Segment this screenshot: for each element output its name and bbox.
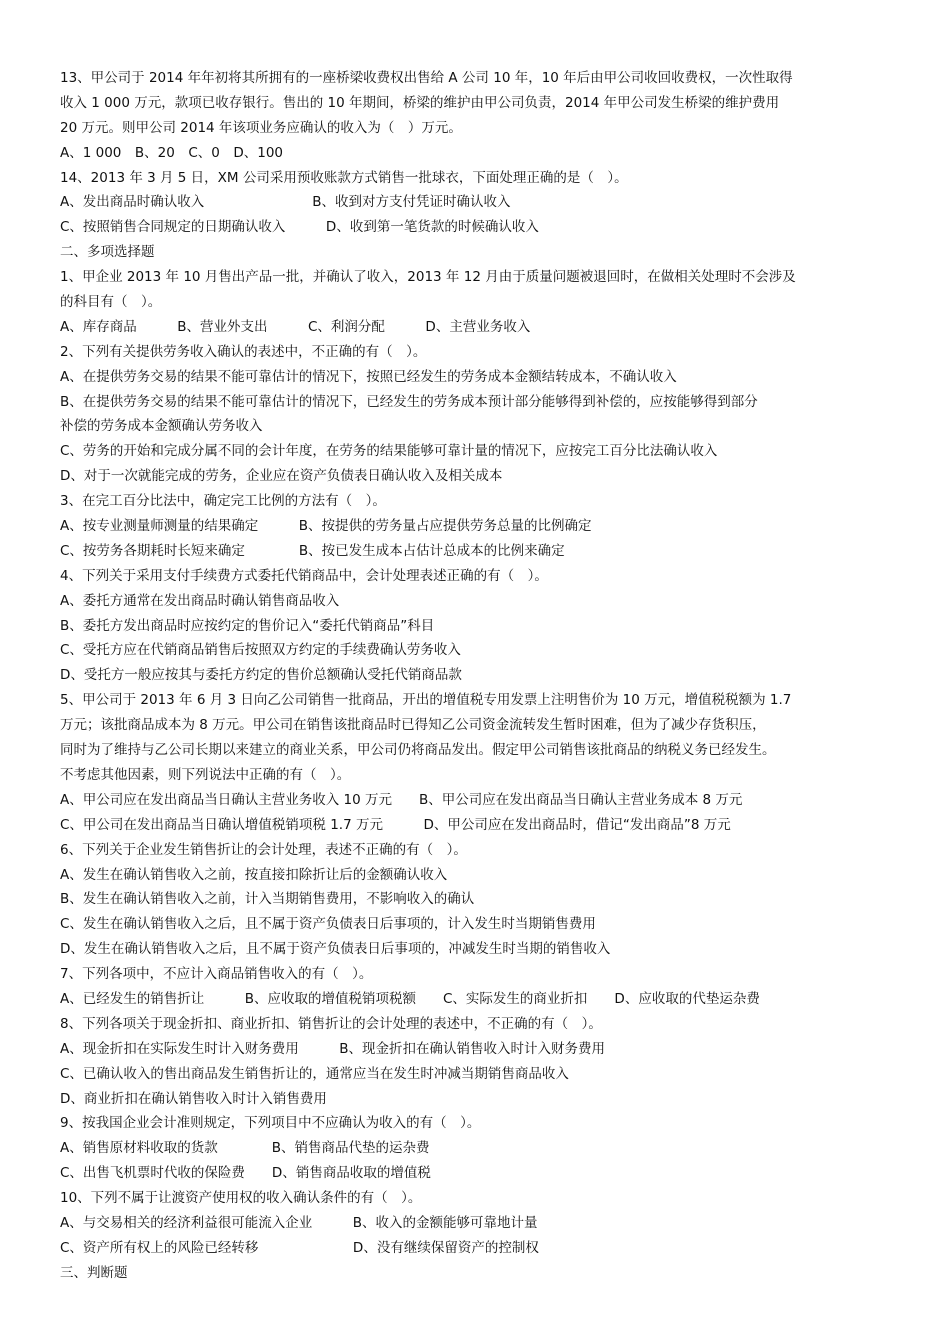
text-line: B、委托方发出商品时应按约定的售价记入“委托代销商品”科目	[60, 617, 435, 634]
text-line: 4、下列关于采用支付手续费方式委托代销商品中，会计处理表述正确的有（ ）。	[60, 567, 548, 584]
text-line: A、1 000 B、20 C、0 D、100	[60, 144, 284, 161]
text-line: C、发生在确认销售收入之后，且不属于资产负债表日后事项的，计入发生时当期销售费用	[60, 916, 596, 933]
text-line: 13、甲公司于 2014 年年初将其所拥有的一座桥梁收费权出售给 A 公司 10 年，10 年后由甲公司收回收费权，一次性取得	[60, 70, 793, 86]
text-line: 不考虑其他因素，则下列说法中正确的有（ ）。	[60, 766, 351, 783]
text-line: 7、下列各项中，不应计入商品销售收入的有（ ）。	[60, 966, 373, 983]
text-line: 2、下列有关提供劳务收入确认的表述中，不正确的有（ ）。	[60, 343, 427, 360]
text-line: 收入 1 000 万元，款项已收存银行。售出的 10 年期间，桥梁的维护由甲公司负责，2014 年甲公司发生桥梁的维护费用	[60, 94, 780, 111]
text-line: C、按劳务各期耗时长短来确定 B、按已发生成本占估计总成本的比例来确定	[60, 542, 565, 559]
text-line: 20 万元。则甲公司 2014 年该项业务应确认的收入为（ ）万元。	[60, 119, 462, 136]
text-line: B、在提供劳务交易的结果不能可靠估计的情况下，已经发生的劳务成本预计部分能够得到补偿的，应按能够得到部分	[60, 393, 758, 410]
text-line: A、与交易相关的经济利益很可能流入企业 B、收入的金额能够可靠地计量	[60, 1214, 538, 1231]
text-line: 二、多项选择题	[60, 244, 155, 261]
text-line: A、销售原材料收取的货款 B、销售商品代垫的运杂费	[60, 1140, 430, 1157]
text-line: A、发生在确认销售收入之前，按直接扣除折让后的金额确认收入	[60, 866, 448, 883]
text-line: C、劳务的开始和完成分属不同的会计年度，在劳务的结果能够可靠计量的情况下，应按完工百分比法确认收入	[60, 443, 718, 460]
text-line: 6、下列关于企业发生销售折让的会计处理，表述不正确的有（ ）。	[60, 841, 467, 858]
text-line: A、在提供劳务交易的结果不能可靠估计的情况下，按照已经发生的劳务成本金额结转成本，不确认收入	[60, 368, 677, 385]
text-line: 的科目有（ ）。	[60, 294, 162, 311]
document-page	[60, 66, 900, 1286]
text-line: D、商业折扣在确认销售收入时计入销售费用	[60, 1090, 327, 1107]
text-line: D、对于一次就能完成的劳务，企业应在资产负债表日确认收入及相关成本	[60, 468, 503, 485]
text-line: 5、甲公司于 2013 年 6 月 3 日向乙公司销售一批商品，开出的增值税专用发票上注明售价为 10 万元，增值税税额为 1.7	[60, 692, 792, 709]
text-line: 补偿的劳务成本金额确认劳务收入	[60, 418, 263, 435]
text-line: 同时为了维持与乙公司长期以来建立的商业关系，甲公司仍将商品发出。假定甲公司销售该批商品的纳税义务已经发生。	[60, 742, 776, 759]
text-line: C、资产所有权上的风险已经转移 D、没有继续保留资产的控制权	[60, 1239, 539, 1256]
text-line: C、按照销售合同规定的日期确认收入 D、收到第一笔货款的时候确认收入	[60, 219, 539, 236]
text-line: A、现金折扣在实际发生时计入财务费用 B、现金折扣在确认销售收入时计入财务费用	[60, 1040, 605, 1057]
text-line: A、已经发生的销售折让 B、应收取的增值税销项税额 C、实际发生的商业折扣 D、应收取的代垫运杂费	[60, 990, 760, 1007]
text-line: A、库存商品 B、营业外支出 C、利润分配 D、主营业务收入	[60, 318, 531, 335]
text-line: A、按专业测量师测量的结果确定 B、按提供的劳务量占应提供劳务总量的比例确定	[60, 518, 592, 535]
text-line: A、委托方通常在发出商品时确认销售商品收入	[60, 592, 340, 609]
text-line: B、发生在确认销售收入之前，计入当期销售费用，不影响收入的确认	[60, 891, 475, 908]
text-line: A、发出商品时确认收入 B、收到对方支付凭证时确认收入	[60, 194, 511, 211]
text-line: 三、判断题	[60, 1264, 128, 1281]
text-line: 9、按我国企业会计准则规定，下列项目中不应确认为收入的有（ ）。	[60, 1115, 481, 1132]
text-line: D、受托方一般应按其与委托方约定的售价总额确认受托代销商品款	[60, 667, 462, 684]
text-line: D、发生在确认销售收入之后，且不属于资产负债表日后事项的，冲减发生时当期的销售收入	[60, 941, 611, 958]
text-line: C、甲公司在发出商品当日确认增值税销项税 1.7 万元 D、甲公司应在发出商品时，借记“发出商品”8 万元	[60, 816, 731, 833]
text-line: 3、在完工百分比法中，确定完工比例的方法有（ ）。	[60, 493, 386, 510]
text-line: C、出售飞机票时代收的保险费 D、销售商品收取的增值税	[60, 1165, 431, 1182]
text-line: 14、2013 年 3 月 5 日，XM 公司采用预收账款方式销售一批球衣，下面处理正确的是（ ）。	[60, 169, 628, 186]
text-line: C、受托方应在代销商品销售后按照双方约定的手续费确认劳务收入	[60, 642, 461, 659]
text-line: 1、甲企业 2013 年 10 月售出产品一批，并确认了收入，2013 年 12 月由于质量问题被退回时，在做相关处理时不会涉及	[60, 269, 796, 286]
text-line: 8、下列各项关于现金折扣、商业折扣、销售折让的会计处理的表述中，不正确的有（ ）。	[60, 1015, 602, 1032]
text-line: C、已确认收入的售出商品发生销售折让的，通常应当在发生时冲减当期销售商品收入	[60, 1065, 569, 1082]
text-line: 10、下列不属于让渡资产使用权的收入确认条件的有（ ）。	[60, 1190, 422, 1207]
text-line: 万元；该批商品成本为 8 万元。甲公司在销售该批商品时已得知乙公司资金流转发生暂时困难，但为了减少存货积压，	[60, 717, 766, 734]
text-line: A、甲公司应在发出商品当日确认主营业务收入 10 万元 B、甲公司应在发出商品当日确认主营业务成本 8 万元	[60, 791, 743, 808]
